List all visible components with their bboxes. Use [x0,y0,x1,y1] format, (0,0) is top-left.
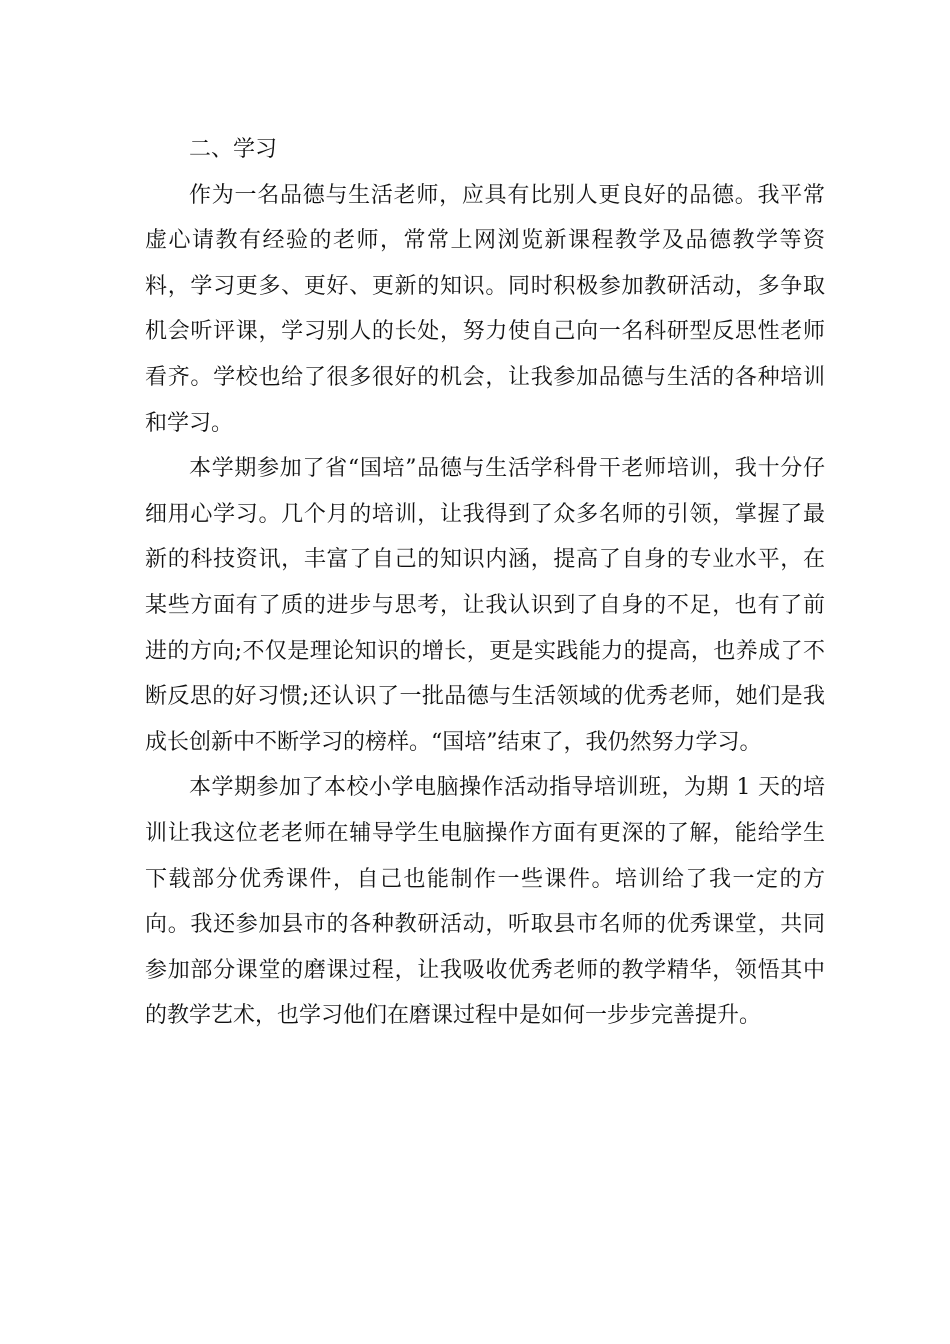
paragraph-2: 本学期参加了省“国培”品德与生活学科骨干老师培训，我十分仔细用心学习。几个月的培训，让我得到了众多名师的引领，掌握了最新的科技资讯，丰富了自己的知识内涵，提高了自身的专业水平，在某些方面有了质的进步与思考，让我认识到了自身的不足，也有了前进的方向;不仅是理论知识的增长，更是实践能力的提高，也养成了不断反思的好习惯;还认识了一批品德与生活领域的优秀老师，她们是我成长创新中不断学习的榜样。“国培”结束了，我仍然努力学习。 [145,456,825,755]
section-heading: 二、学习 [189,137,278,162]
paragraph-1: 作为一名品德与生活老师，应具有比别人更良好的品德。我平常虚心请教有经验的老师，常常上网浏览新课程教学及品德教学等资料，学习更多、更好、更新的知识。同时积极参加教研活动，多争取机会听评课，学习别人的长处，努力使自己向一名科研型反思性老师看齐。学校也给了很多很好的机会，让我参加品德与生活的各种培训和学习。 [145,182,825,436]
document-body [145,127,825,1039]
paragraph-3: 本学期参加了本校小学电脑操作活动指导培训班，为期 1 天的培训让我这位老老师在辅导学生电脑操作方面有更深的了解，能给学生下载部分优秀课件，自己也能制作一些课件。培训给了我一定的方向。我还参加县市的各种教研活动，听取县市名师的优秀课堂，共同参加部分课堂的磨课过程，让我吸收优秀老师的教学精华，领悟其中的教学艺术，也学习他们在磨课过程中是如何一步步完善提升。 [145,775,825,1029]
